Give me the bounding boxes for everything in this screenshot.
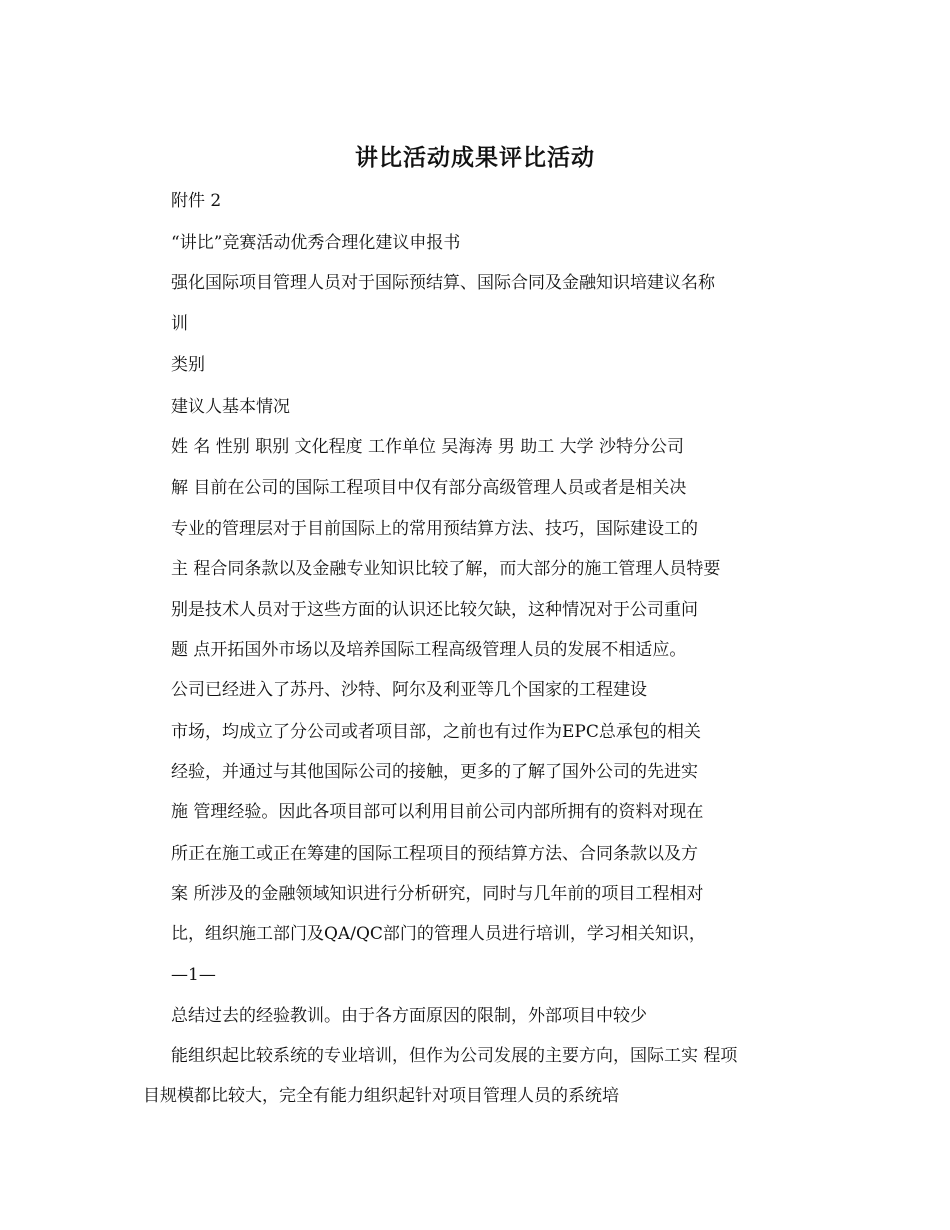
document-title: 讲比活动成果评比活动 — [355, 144, 595, 171]
proposer-info-row: 姓 名 性别 职别 文化程度 工作单位 吴海涛 男 助工 大学 沙特分公司 — [171, 437, 685, 457]
form-heading: “讲比”竞赛活动优秀合理化建议申报书 — [171, 233, 461, 253]
body-line: 施 管理经验。因此各项目部可以利用目前公司内部所拥有的资料对现在 — [171, 802, 704, 822]
body-line: 专业的管理层对于目前国际上的常用预结算方法、技巧，国际建设工的 — [171, 519, 698, 539]
proposal-name-line: 强化国际项目管理人员对于国际预结算、国际合同及金融知识培建议名称 — [171, 273, 715, 293]
body-line: 总结过去的经验教训。由于各方面原因的限制，外部项目中较少 — [171, 1006, 647, 1026]
body-line: 主 程合同条款以及金融专业知识比较了解，而大部分的施工管理人员特要 — [171, 559, 721, 579]
proposer-info-label: 建议人基本情况 — [171, 397, 290, 417]
body-line: 别是技术人员对于这些方面的认识还比较欠缺，这种情况对于公司重问 — [171, 600, 698, 620]
body-line: 题 点开拓国外市场以及培养国际工程高级管理人员的发展不相适应。 — [171, 640, 687, 660]
body-line: 比，组织施工部门及QA/QC部门的管理人员进行培训，学习相关知识， — [171, 924, 706, 944]
attachment-label: 附件 2 — [171, 191, 222, 211]
page-number: —1— — [171, 965, 216, 985]
proposal-name-continuation: 训 — [171, 314, 188, 334]
category-label: 类别 — [171, 355, 205, 375]
body-line: 案 所涉及的金融领域知识进行分析研究，同时与几年前的项目工程相对 — [171, 884, 704, 904]
body-line: 公司已经进入了苏丹、沙特、阿尔及利亚等几个国家的工程建设 — [171, 680, 647, 700]
body-line: 目规模都比较大，完全有能力组织起针对项目管理人员的系统培 — [143, 1086, 619, 1106]
body-line: 所正在施工或正在筹建的国际工程项目的预结算方法、合同条款以及方 — [171, 844, 698, 864]
body-line: 市场，均成立了分公司或者项目部，之前也有过作为EPC总承包的相关 — [171, 722, 701, 742]
body-line: 解 目前在公司的国际工程项目中仅有部分高级管理人员或者是相关决 — [171, 478, 687, 498]
body-line: 能组织起比较系统的专业培训，但作为公司发展的主要方向，国际工实 程项 — [171, 1046, 738, 1066]
body-line: 经验，并通过与其他国际公司的接触，更多的了解了国外公司的先进实 — [171, 762, 698, 782]
